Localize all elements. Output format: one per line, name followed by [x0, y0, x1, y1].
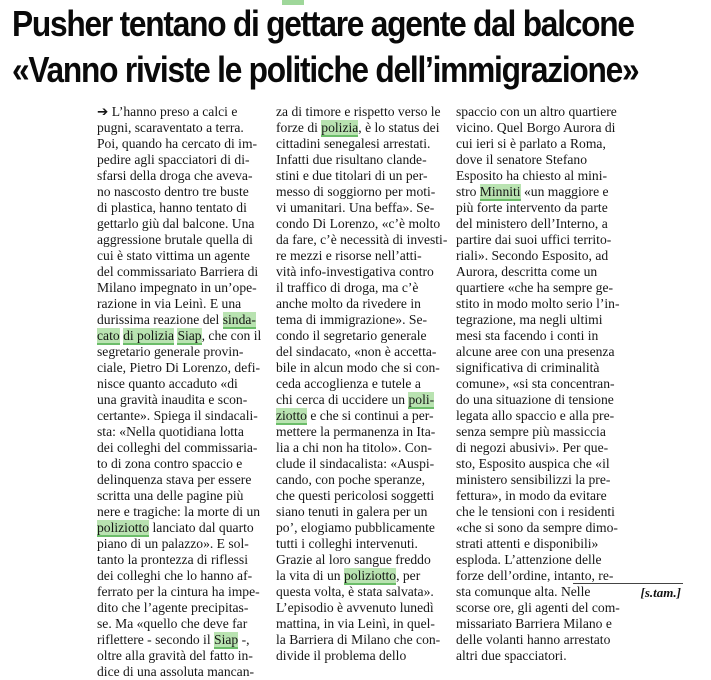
article-line	[97, 248, 261, 264]
text-run: messo di soggiorno per moti-	[276, 184, 436, 199]
article-line	[456, 584, 620, 600]
text-run: partire dai suoi uffici territo-	[456, 232, 612, 247]
article-line	[276, 184, 447, 200]
text-run: di plastica, hanno tentato di	[97, 200, 247, 215]
article-line	[97, 600, 261, 616]
article-line	[456, 504, 620, 520]
text-run: il traffico di droga, ma c’è	[276, 280, 419, 295]
headline-line-2: «Vanno riviste le politiche dell’immigrazione»	[12, 49, 639, 90]
text-run: «un maggiore e	[520, 184, 609, 199]
article-line	[456, 120, 620, 136]
text-run: condo Di Lorenzo, «c’è molto	[276, 216, 441, 231]
text-run: Milano impegnato in un’ope-	[97, 280, 257, 295]
article-line	[97, 648, 261, 664]
article-line	[276, 424, 447, 440]
article-line	[456, 296, 620, 312]
text-run: , che con il	[201, 328, 262, 343]
article-line	[276, 520, 447, 536]
text-run: scorse ore, gli agenti del com-	[456, 600, 620, 615]
article-line	[276, 392, 447, 408]
article-line	[276, 328, 447, 344]
text-run: gettarlo giù dal balcone. Una	[97, 216, 255, 231]
text-run: altri due spacciatori.	[456, 648, 567, 663]
article-line	[456, 440, 620, 456]
text-run: mattina, in via Leinì, in quel-	[276, 616, 435, 631]
article-line	[97, 568, 261, 584]
article-line	[97, 200, 261, 216]
text-run: dei colleghi che lo hanno af-	[97, 568, 253, 583]
article-line	[276, 568, 447, 584]
text-run: nisce quanto accaduto «di	[97, 376, 238, 391]
article-line	[456, 376, 620, 392]
text-run: sta comunque alta. Nelle	[456, 584, 591, 599]
article-line	[97, 408, 261, 424]
text-run: tema di immigrazione». Se-	[276, 312, 427, 327]
article-line	[97, 360, 261, 376]
article-line	[276, 376, 447, 392]
text-run: e che si continui a per-	[306, 408, 434, 423]
article-line	[97, 440, 261, 456]
text-run: no nascosto dentro tre buste	[97, 184, 249, 199]
article-line	[97, 392, 261, 408]
article-line	[97, 280, 261, 296]
headline-line-1: Pusher tentano di gettare agente dal balcone	[12, 3, 634, 44]
article-line	[276, 248, 447, 264]
article-line	[456, 328, 620, 344]
text-run: to di zona contro spaccio e	[97, 456, 243, 471]
article-line	[276, 360, 447, 376]
article-line	[276, 136, 447, 152]
text-run: cittadini senegalesi arrestati.	[276, 136, 431, 151]
text-run: certante». Spiega il sindacali-	[97, 408, 258, 423]
text-run: comune», «si sta concentran-	[456, 376, 615, 391]
text-run: Grazie al loro sangue freddo	[276, 552, 431, 567]
article-line	[276, 648, 447, 664]
text-run: forze di	[276, 120, 322, 135]
text-run: «che si sono da sempre dimo-	[456, 520, 618, 535]
article-line	[456, 344, 620, 360]
article-line	[97, 168, 261, 184]
text-run: clude il sindacalista: «Auspi-	[276, 456, 435, 471]
article-line	[456, 200, 620, 216]
highlighted-keyword: ziotto	[276, 408, 307, 423]
article-line	[456, 552, 620, 568]
article-line	[97, 616, 261, 632]
text-run: la vita di un	[276, 568, 344, 583]
text-run: dice di una assoluta mancan-	[97, 664, 255, 679]
text-run: po’, elogiamo pubblicamente	[276, 520, 435, 535]
article-line	[97, 632, 261, 648]
text-run: durissima reazione del	[97, 312, 223, 327]
text-run: L’episodio è avvenuto lunedì	[276, 600, 434, 615]
text-run: mesi sta facendo i conti in	[456, 328, 599, 343]
text-run: siano tenuti in galera per un	[276, 504, 428, 519]
article-line	[97, 504, 261, 520]
text-run: del commissariato Barriera di	[97, 264, 259, 279]
text-run: condo il segretario generale	[276, 328, 427, 343]
article-line	[456, 520, 620, 536]
article-line	[97, 312, 261, 328]
article-line	[97, 584, 261, 600]
text-run: Infatti due risultano clande-	[276, 152, 427, 167]
article-line	[456, 456, 620, 472]
text-run: za di timore e rispetto verso le	[276, 104, 441, 119]
article-line	[97, 520, 261, 536]
article-line	[276, 200, 447, 216]
text-run: vi umanitari. Una beffa». Se-	[276, 200, 435, 215]
article-line	[276, 488, 447, 504]
article-line	[456, 424, 620, 440]
article-line	[456, 488, 620, 504]
text-run: riali». Secondo Esposito, ad	[456, 248, 609, 263]
article-line	[97, 136, 261, 152]
article-line	[456, 600, 620, 616]
article-line	[276, 152, 447, 168]
text-run: forze dell’ordine, intanto, re-	[456, 568, 614, 583]
article-line	[97, 232, 261, 248]
text-run: sta: «Nella quotidiana lotta	[97, 424, 244, 439]
text-run: Poi, quando ha cercato di im-	[97, 136, 258, 151]
article-line	[97, 264, 261, 280]
article-line	[456, 232, 620, 248]
article-line	[276, 456, 447, 472]
article-line	[97, 472, 261, 488]
article-column-2	[276, 104, 447, 664]
text-run: sto, Esposito auspica che «il	[456, 456, 610, 471]
highlighted-keyword: Siap	[177, 328, 202, 343]
article-line	[276, 584, 447, 600]
text-run: do una situazione di tensione	[456, 392, 614, 407]
text-run: senza sempre più massiccia	[456, 424, 606, 439]
article-line	[97, 120, 261, 136]
article-line	[276, 264, 447, 280]
text-run: re mezzi e risorse nell’atti-	[276, 248, 422, 263]
article-line	[276, 312, 447, 328]
article-line	[456, 616, 620, 632]
article-line	[276, 440, 447, 456]
text-run: da fare, c’è necessità di investi-	[276, 232, 448, 247]
text-run: ministero sensibilizzi la pre-	[456, 472, 611, 487]
text-run: esploda. L’attenzione delle	[456, 552, 602, 567]
text-run: la Barriera di Milano che con-	[276, 632, 441, 647]
text-run: stini e due titolari di un per-	[276, 168, 428, 183]
article-line	[97, 328, 261, 344]
article-line	[456, 184, 620, 200]
article-line	[456, 264, 620, 280]
article-line	[276, 408, 447, 424]
text-run: significativa di criminalità	[456, 360, 600, 375]
text-run: Aurora, descritta come un	[456, 264, 598, 279]
text-run: legata allo spaccio e alla pre-	[456, 408, 615, 423]
author-signature: [s.tam.]	[640, 585, 681, 600]
article-line	[276, 536, 447, 552]
text-run: ➔ L’hanno preso a calci e	[97, 104, 238, 119]
highlighted-keyword: poliziotto	[97, 520, 150, 535]
article-line	[276, 296, 447, 312]
text-run: ferrato per la cintura ha impe-	[97, 584, 260, 599]
article-line	[456, 104, 620, 120]
text-run: chi cerca di uccidere un	[276, 392, 409, 407]
article-line	[97, 296, 261, 312]
article-line	[97, 456, 261, 472]
article-line	[276, 600, 447, 616]
text-run: tegrazione, ma negli ultimi	[456, 312, 603, 327]
article-line	[97, 488, 261, 504]
highlighted-keyword: cato	[97, 328, 120, 343]
highlighted-keyword: Minniti	[479, 184, 521, 199]
text-run: ceda accoglienza e tutele a	[276, 376, 421, 391]
article-line	[97, 152, 261, 168]
article-line	[97, 344, 261, 360]
text-run: pedire agli spacciatori di di-	[97, 152, 250, 167]
text-run: quartiere «che ha sempre ge-	[456, 280, 613, 295]
text-run: stro	[456, 184, 480, 199]
article-line	[276, 472, 447, 488]
article-line	[276, 280, 447, 296]
text-run: vità info-investigativa contro	[276, 264, 434, 279]
article-line	[456, 280, 620, 296]
article-line	[456, 152, 620, 168]
article-line	[456, 360, 620, 376]
article-line	[97, 424, 261, 440]
text-run: anche molto da rivedere in	[276, 296, 421, 311]
text-run: vicino. Quel Borgo Aurora di	[456, 120, 616, 135]
article-column-1	[97, 104, 261, 680]
text-run: dei colleghi del commissaria-	[97, 440, 258, 455]
text-run: mettere la permanenza in Ita-	[276, 424, 436, 439]
text-run: tanto la prontezza di riflessi	[97, 552, 248, 567]
text-run: tutti i colleghi intervenuti.	[276, 536, 418, 551]
article-line	[97, 536, 261, 552]
article-line	[276, 168, 447, 184]
article-line	[456, 216, 620, 232]
text-run: divide il problema dello	[276, 648, 407, 663]
article-line	[456, 536, 620, 552]
text-run: nere e tragiche: la morte di un	[97, 504, 261, 519]
article-line	[97, 184, 261, 200]
article-line	[276, 104, 447, 120]
highlighted-keyword: polizia	[321, 120, 359, 135]
article-line	[456, 248, 620, 264]
highlighted-keyword: di polizia	[123, 328, 175, 343]
article-column-3	[456, 104, 620, 664]
highlighted-keyword: poli-	[408, 392, 435, 407]
text-run: riflettere - secondo il	[97, 632, 215, 647]
text-run: ciale, Pietro Di Lorenzo, defi-	[97, 360, 261, 375]
text-run: dito che l’agente precipitas-	[97, 600, 249, 615]
text-run: piano di un palazzo». E sol-	[97, 536, 249, 551]
article-line	[97, 664, 261, 680]
article-line	[456, 472, 620, 488]
text-run: pugni, scaraventato a terra.	[97, 120, 244, 135]
article-line	[276, 504, 447, 520]
article-line	[276, 552, 447, 568]
highlighted-keyword: sinda-	[222, 312, 256, 327]
text-run: questa volta, è stata salvata».	[276, 584, 434, 599]
text-run: cando, con poche speranze,	[276, 472, 426, 487]
text-run: razione in via Leinì. E una	[97, 296, 242, 311]
article-line	[276, 344, 447, 360]
text-run: missariato Barriera Milano e	[456, 616, 612, 631]
text-run: strati attenti e disponibili»	[456, 536, 599, 551]
text-run: aggressione brutale quella di	[97, 232, 253, 247]
text-run: del sindacato, «non è accetta-	[276, 344, 437, 359]
text-run: Esposito ha chiesto al mini-	[456, 168, 608, 183]
article-line	[456, 648, 620, 664]
text-run: cui ieri si è parlato a Roma,	[456, 136, 606, 151]
text-run: di negozi abusivi». Per que-	[456, 440, 609, 455]
text-run: spaccio con un altro quartiere	[456, 104, 617, 119]
text-run: stito in modo molto serio l’in-	[456, 296, 620, 311]
text-run: lanciato dal quarto	[149, 520, 254, 535]
text-run: più forte intervento da parte	[456, 200, 608, 215]
text-run: che questi pericolosi soggetti	[276, 488, 435, 503]
article-line	[456, 168, 620, 184]
article-line	[456, 568, 620, 584]
article-line	[97, 376, 261, 392]
article-line	[456, 392, 620, 408]
text-run: lia a chi non ha titolo». Con-	[276, 440, 432, 455]
text-run: sfarsi della droga che aveva-	[97, 168, 253, 183]
article-line	[456, 632, 620, 648]
signature-rule	[573, 583, 683, 584]
text-run: che le tensioni con i residenti	[456, 504, 615, 519]
highlighted-keyword: Siap	[214, 632, 239, 647]
text-run: delle volanti hanno arrestato	[456, 632, 611, 647]
text-run: del ministero dell’Interno, a	[456, 216, 608, 231]
text-run: alcune aree con una presenza	[456, 344, 615, 359]
text-run: fettura», in modo da evitare	[456, 488, 607, 503]
article-line	[456, 408, 620, 424]
text-run: cui è stato vittima un agente	[97, 248, 250, 263]
text-run: dove il senatore Stefano	[456, 152, 587, 167]
text-run: una gravità inaudita e scon-	[97, 392, 248, 407]
text-run: oltre alla gravità del fatto in-	[97, 648, 253, 663]
text-run: -,	[238, 632, 250, 647]
article-line	[97, 104, 261, 120]
text-run: scritta una delle pagine più	[97, 488, 244, 503]
article-line	[276, 616, 447, 632]
text-run: segretario generale provin-	[97, 344, 244, 359]
article-line	[97, 552, 261, 568]
article-line	[276, 216, 447, 232]
highlighted-keyword: poliziotto	[343, 568, 397, 583]
article-line	[456, 312, 620, 328]
article-line	[276, 232, 447, 248]
article-line	[97, 216, 261, 232]
text-run: bile in alcun modo che si con-	[276, 360, 440, 375]
article-line	[276, 120, 447, 136]
text-run: delinquenza stava per essere	[97, 472, 252, 487]
text-run: , è lo status dei	[358, 120, 440, 135]
article-line	[276, 632, 447, 648]
text-run: , per	[396, 568, 421, 583]
article-line	[456, 136, 620, 152]
text-run: se. Ma «quello che deve far	[97, 616, 248, 631]
